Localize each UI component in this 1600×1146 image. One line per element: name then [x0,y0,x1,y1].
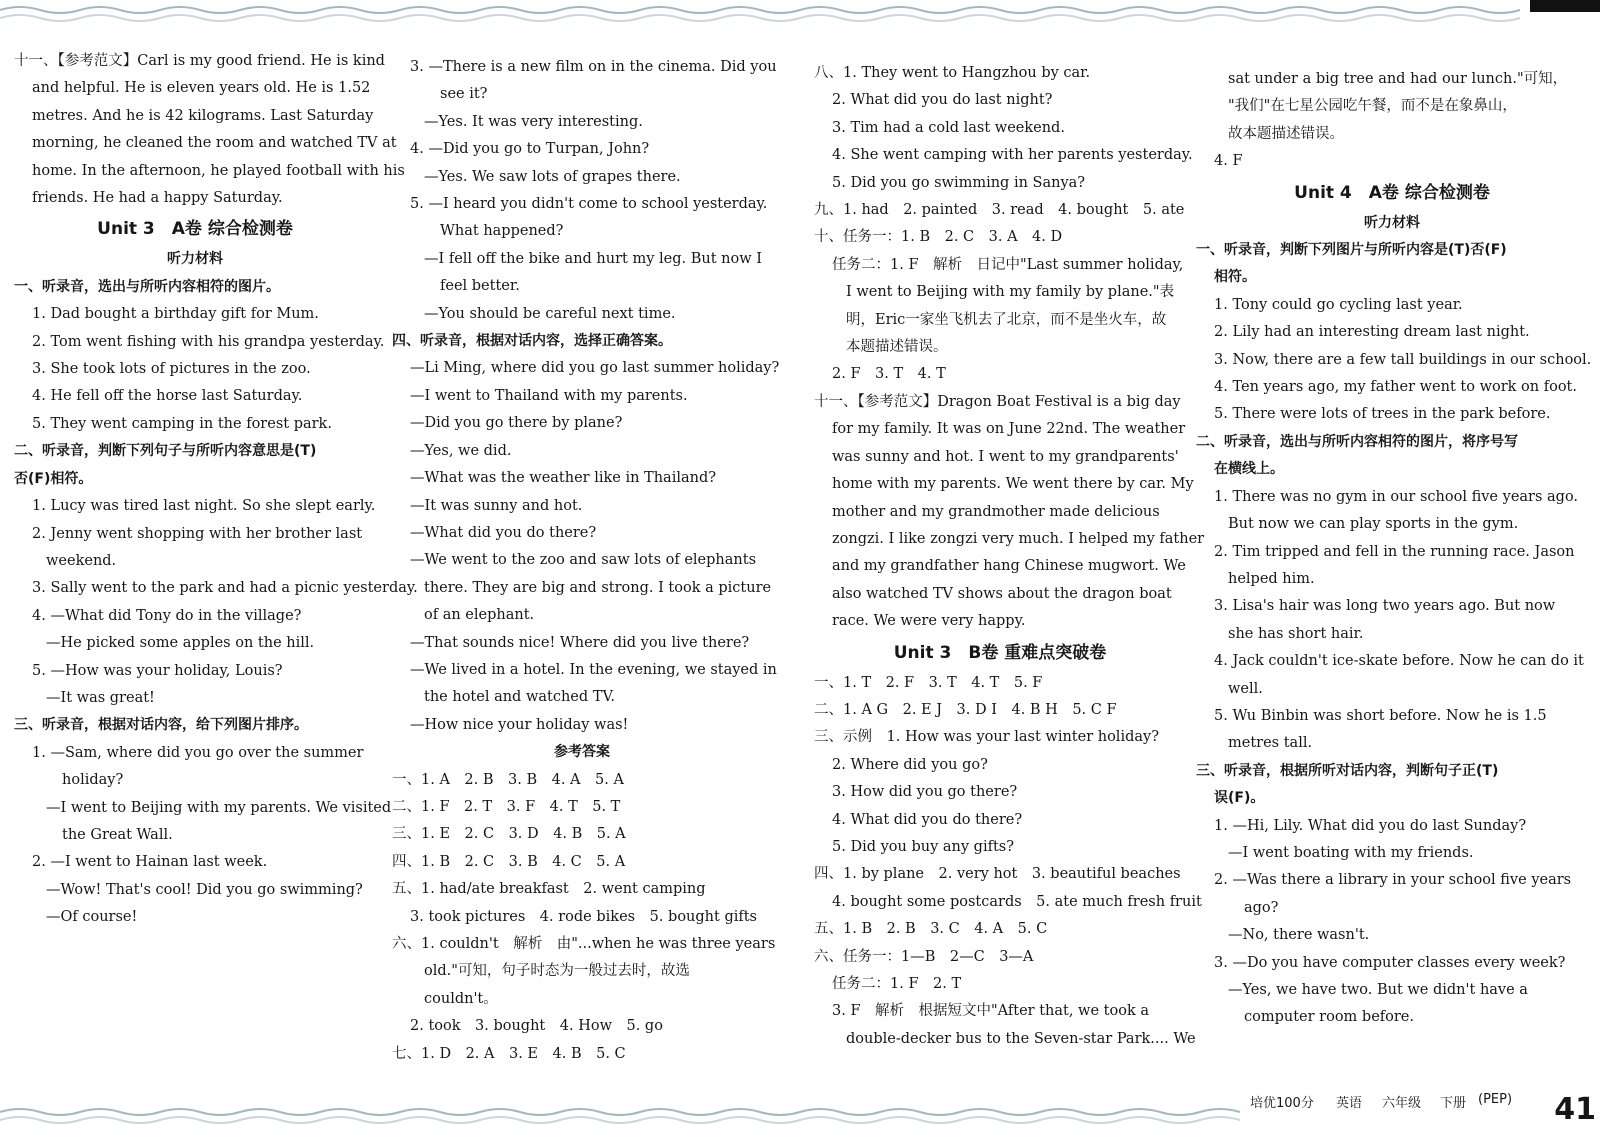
text-line: see it? [440,86,488,103]
text-line: metres. And he is 42 kilograms. Last Saturday [32,107,374,124]
section-subtitle: 听力材料 [167,251,223,268]
text-line: and helpful. He is eleven years old. He is 1.52 [32,80,371,97]
text-line: weekend. [46,552,117,569]
text-line: 2. What did you do last night? [832,92,1053,109]
page-number: 41 [1554,1092,1596,1127]
text-line: 十、任务一：1. B 2. C 3. A 4. D [814,229,1063,246]
text-line: of an elephant. [424,607,535,624]
text-line: race. We were very happy. [832,613,1026,630]
text-line: 1. —Sam, where did you go over the summer [32,744,364,761]
question-heading: 四、听录音，根据对话内容，选择正确答案。 [392,333,672,350]
text-line: 5. Did you buy any gifts? [832,838,1015,855]
text-line: feel better. [440,278,520,295]
text-line: also watched TV shows about the dragon boat [832,585,1172,602]
text-line: 3. Tim had a cold last weekend. [832,119,1065,136]
text-line: 5. There were lots of trees in the park before. [1214,406,1551,423]
text-line: —I went to Thailand with my parents. [410,387,688,404]
text-line: 4. —What did Tony do in the village? [32,607,302,624]
text-line: —I went boating with my friends. [1228,844,1474,861]
text-line: 五、1. had/ate breakfast 2. went camping [392,881,706,898]
text-line: computer room before. [1244,1009,1414,1026]
footer-term: 下册 [1440,1096,1467,1111]
text-line: 故本题描述错误。 [1228,125,1344,142]
text-line: helped him. [1228,570,1315,587]
text-line: 三、示例 1. How was your last winter holiday? [814,729,1159,746]
column-4 [1196,66,1592,1032]
text-line: —You should be careful next time. [424,305,676,322]
text-line: 任务二：1. F 2. T [832,976,962,992]
text-line: 3. Lisa's hair was long two years ago. But now [1214,598,1556,615]
text-line: —He picked some apples on the hill. [46,635,315,652]
text-line: 四、1. B 2. C 3. B 4. C 5. A [392,853,626,870]
text-line: —Yes, we did. [410,442,512,459]
text-line: 明，Eric一家坐飞机去了北京，而不是坐火车，故 [846,311,1167,328]
text-line: 3. Sally went to the park and had a picnic yesterday. [32,580,418,597]
text-line: 3. —Do you have computer classes every week? [1214,954,1566,971]
text-line: 4. What did you do there? [832,811,1023,828]
text-line: 1. Tony could go cycling last year. [1214,296,1463,313]
text-line: —How nice your holiday was! [410,716,629,733]
text-line: 3. How did you go there? [832,784,1018,801]
text-line: 本题描述错误。 [846,339,948,356]
question-heading: 一、听录音，选出与所听内容相符的图片。 [14,278,280,295]
footer-subject: 英语 [1336,1096,1363,1111]
text-line: the Great Wall. [62,826,173,843]
text-line: double-decker bus to the Seven-star Park.... We [846,1030,1196,1047]
text-line: 3. took pictures 4. rode bikes 5. bought gifts [410,908,757,925]
text-line: zongzi. I like zongzi very much. I helped my father [832,530,1205,547]
text-line: "我们"在七星公园吃午餐，而不是在象鼻山， [1228,98,1517,115]
text-line: 2. Where did you go? [832,756,988,773]
text-line: 2. took 3. bought 4. How 5. go [410,1018,663,1035]
question-heading: 三、听录音，根据对话内容，给下列图片排序。 [14,717,308,734]
text-line: 七、1. D 2. A 3. E 4. B 5. C [392,1045,626,1062]
text-line: —No, there wasn't. [1228,927,1370,944]
text-line: there. They are big and strong. I took a picture [424,579,772,596]
text-line: she has short hair. [1228,625,1364,642]
footer-edition: (PEP) [1478,1092,1513,1107]
text-line: —What was the weather like in Thailand? [410,470,717,487]
footer-grade: 六年级 [1382,1096,1422,1111]
text-line: couldn't。 [424,990,498,1007]
text-line: holiday? [62,772,124,789]
text-line: —Yes. It was very interesting. [424,113,643,130]
section-subtitle: 参考答案 [554,744,610,761]
text-line: 5. They went camping in the forest park. [32,415,332,432]
text-line: —What did you do there? [410,524,597,541]
text-line: 3. She took lots of pictures in the zoo. [32,361,311,378]
text-line: 3. Now, there are a few tall buildings in our school. [1214,351,1592,368]
text-line: home. In the afternoon, he played football with his [32,162,405,179]
text-line: 5. Did you go swimming in Sanya? [832,174,1086,191]
text-line: 2. —Was there a library in your school five years [1214,872,1572,889]
text-line: 2. Tim tripped and fell in the running race. Jason [1214,543,1575,560]
text-line: was sunny and hot. I went to my grandparents' [832,448,1179,465]
text-line: —Did you go there by plane? [410,415,623,432]
text-line: —I went to Beijing with my parents. We visited [46,799,392,816]
text-line: 八、1. They went to Hangzhou by car. [814,65,1091,81]
text-line: 1. —Hi, Lily. What did you do last Sunday? [1214,817,1527,834]
text-line: 一、1. T 2. F 3. T 4. T 5. F [814,674,1043,691]
text-line: 3. F 解析 根据短文中"After that, we took a [832,1003,1149,1020]
text-line: —Li Ming, where did you go last summer holiday? [410,360,780,377]
question-heading: 误(F)。 [1214,790,1265,807]
text-line: home with my parents. We went there by car. My [832,476,1194,493]
text-line: I went to Beijing with my family by plane."表 [846,284,1175,301]
text-line: 1. Dad bought a birthday gift for Mum. [32,306,319,323]
text-line: 十一、【参考范文】Carl is my good friend. He is kind [14,53,385,69]
text-line: —We lived in a hotel. In the evening, we stayed in [410,661,777,678]
column-1 [14,48,418,932]
text-line: 二、1. F 2. T 3. F 4. T 5. T [392,798,621,815]
text-line: —Yes. We saw lots of grapes there. [424,168,681,185]
text-line: 1. There was no gym in our school five years ago. [1214,488,1579,505]
question-heading: 相符。 [1214,269,1256,286]
text-line: ago? [1244,899,1279,916]
text-line: 2. F 3. T 4. T [832,366,946,383]
text-line: —It was sunny and hot. [410,497,583,514]
text-line: 三、1. E 2. C 3. D 4. B 5. A [392,826,626,843]
question-heading: 二、听录音，判断下列句子与所听内容意思是(T) [14,443,317,460]
column-2 [392,54,780,1068]
text-line: 4. Jack couldn't ice-skate before. Now he can do it [1214,653,1584,670]
text-line: 十一、【参考范文】Dragon Boat Festival is a big day [814,393,1181,410]
text-line: morning, he cleaned the room and watched TV at [32,135,397,152]
text-line: 1. Lucy was tired last night. So she slept early. [32,498,376,515]
text-line: well. [1228,680,1263,697]
text-line: 四、1. by plane 2. very hot 3. beautiful beaches [814,866,1181,883]
text-line: 一、1. A 2. B 3. B 4. A 5. A [392,771,624,788]
text-line: —We went to the zoo and saw lots of elephants [410,552,757,569]
section-title: Unit 4 A卷 综合检测卷 [1294,182,1490,203]
footer-series: 培优100分 [1250,1096,1314,1111]
text-line: 五、1. B 2. B 3. C 4. A 5. C [814,921,1048,938]
section-title: Unit 3 A卷 综合检测卷 [97,219,293,240]
text-line: 九、1. had 2. painted 3. read 4. bought 5. ate [814,202,1185,219]
page-footer [1250,1080,1600,1127]
text-line: 六、任务一：1—B 2—C 3—A [814,948,1034,965]
text-line: 六、1. couldn't 解析 由"...when he was three years [392,936,776,952]
top-decor-band [0,0,1600,30]
text-line: 二、1. A G 2. E J 3. D I 4. B H 5. C F [814,701,1117,718]
text-line: 4. He fell off the horse last Saturday. [32,388,303,405]
text-line: —That sounds nice! Where did you live there? [410,634,750,651]
text-line: —Of course! [46,909,138,926]
text-line: old."可知，句子时态为一般过去时，故选 [424,963,690,980]
text-line: and my grandfather hang Chinese mugwort. We [832,558,1186,575]
text-line: 4. bought some postcards 5. ate much fresh fruit [832,893,1202,910]
text-line: —I fell off the bike and hurt my leg. But now I [424,250,762,267]
text-line: What happened? [440,223,564,240]
text-line: —Wow! That's cool! Did you go swimming? [46,881,363,898]
text-line: 5. Wu Binbin was short before. Now he is 1.5 [1214,707,1547,724]
question-heading: 二、听录音，选出与所听内容相符的图片，将序号写 [1196,433,1518,450]
text-line: 2. Lily had an interesting dream last night. [1214,324,1530,341]
text-line: 3. —There is a new film on in the cinema. Did you [410,59,777,75]
section-title: Unit 3 B卷 重难点突破卷 [893,642,1107,663]
text-line: the hotel and watched TV. [424,689,615,706]
text-line: But now we can play sports in the gym. [1228,516,1519,533]
text-line: friends. He had a happy Saturday. [32,190,283,207]
question-heading: 三、听录音，根据所听对话内容，判断句子正(T) [1196,762,1499,779]
text-line: —It was great! [46,689,155,706]
text-line: —Yes, we have two. But we didn't have a [1228,982,1528,998]
text-line: 4. She went camping with her parents yesterday. [832,147,1193,164]
text-line: 2. Tom went fishing with his grandpa yesterday. [32,333,385,350]
text-line: for my family. It was on June 22nd. The weather [832,421,1186,438]
text-line: 2. Jenny went shopping with her brother last [32,525,363,542]
text-line: sat under a big tree and had our lunch."可知， [1228,71,1568,87]
text-line: 4. Ten years ago, my father went to work on foot. [1214,379,1577,396]
text-line: 任务二：1. F 解析 日记中"Last summer holiday, [832,256,1184,273]
text-line: 5. —I heard you didn't come to school yesterday. [410,196,768,213]
question-heading: 一、听录音，判断下列图片与所听内容是(T)否(F) [1196,242,1507,259]
text-line: 2. —I went to Hainan last week. [32,854,268,871]
text-line: mother and my grandmother made delicious [832,503,1160,520]
text-line: 4. F [1214,153,1243,170]
question-heading: 否(F)相符。 [14,470,93,487]
text-line: 4. —Did you go to Turpan, John? [410,141,650,158]
question-heading: 在横线上。 [1214,461,1284,478]
text-line: 5. —How was your holiday, Louis? [32,662,283,679]
section-subtitle: 听力材料 [1364,214,1420,231]
column-3 [814,60,1205,1053]
text-line: metres tall. [1228,735,1313,752]
